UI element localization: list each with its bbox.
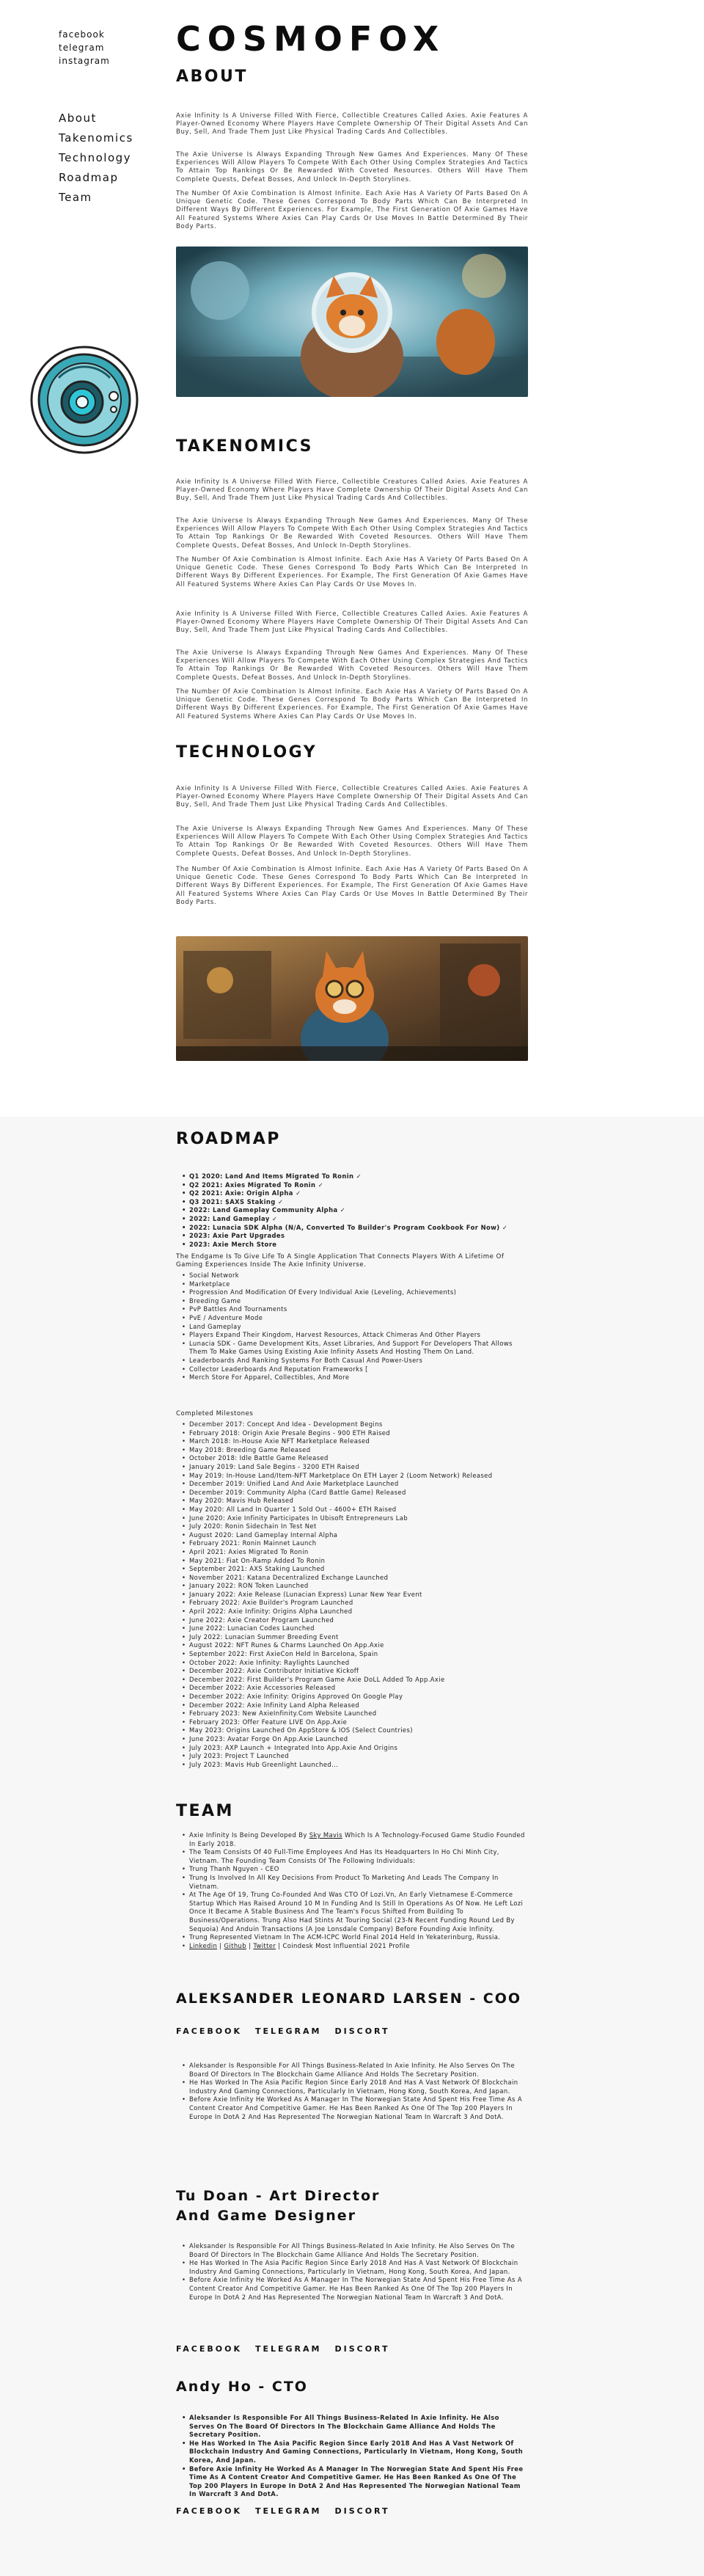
bio-item: • He Has Worked In The Asia Pacific Region Since Early 2018 And Has A Vast Network Of Blockchain Industry And Gaming Connections, Particularly In Vietnam, Hong Kong, South Korea, And Japan.	[182, 2079, 527, 2095]
completed-milestone: • March 2018: In-House Axie NFT Marketplace Released	[182, 1437, 527, 1446]
bio-item: • Before Axie Infinity He Worked As A Manager In The Norwegian State And Spent His Free Time As A Content Creator And Competitive Gamer. He Has Been Ranked As One Of The Top 200 Players In Europe In DotA 2 And Has Represented The Norwegian National Team In Warcraft 3 And DotA.	[182, 2095, 527, 2121]
roadmap-milestones	[182, 1172, 527, 1249]
nav-technology[interactable]: Technology	[59, 151, 132, 164]
completed-milestone: • May 2019: In-House Land/Item-NFT Marketplace On ETH Layer 2 (Loom Network) Released	[182, 1472, 527, 1481]
team-item: • The Team Consists Of 40 Full-Time Employees And Has Its Headquarters In Ho Chi Minh City, Vietnam. The Founding Team Consists Of The Following Individuals:	[182, 1848, 527, 1865]
feature-item: • Marketplace	[182, 1280, 527, 1289]
completed-milestone: • February 2023: Offer Feature LIVE On App.Axie	[182, 1718, 527, 1727]
nav-team[interactable]: Team	[59, 191, 92, 204]
discort-link[interactable]: DISCORT	[334, 2026, 390, 2036]
feature-item: • Progression And Modification Of Every Individual Axie (Leveling, Achievements)	[182, 1288, 527, 1297]
technology-paragraph-3: The Number Of Axie Combination Is Almost Infinite. Each Axie Has A Variety Of Parts Based On A Unique Genetic Code. These Genes Correspond To Body Parts Which Can Be Interpreted In Different Ways By Different Experiences. For Example, The First Generation Of Axie Games Have All Featured Systems Where Axies Can Play Cards Or Use Moves In Battle Determined By Their Body Parts.	[176, 866, 528, 906]
completed-milestone: • July 2023: Project T Launched	[182, 1752, 527, 1761]
person-bio	[182, 2242, 527, 2302]
completed-milestone: • October 2022: Axie Infinity: Raylights Launched	[182, 1659, 527, 1668]
completed-milestone: • May 2023: Origins Launched On AppStore & IOS (Select Countries)	[182, 1726, 527, 1735]
roadmap-heading: ROADMAP	[176, 1130, 281, 1148]
discort-link[interactable]: DISCORT	[334, 2506, 390, 2516]
completed-milestone: • February 2022: Axie Builder's Program Launched	[182, 1599, 527, 1608]
completed-milestone: • December 2022: Axie Contributor Initiative Kickoff	[182, 1667, 527, 1676]
social-facebook-link[interactable]: facebook	[59, 29, 105, 40]
social-instagram-link[interactable]: instagram	[59, 56, 110, 66]
completed-milestone: • September 2021: AXS Staking Launched	[182, 1565, 527, 1574]
facebook-link[interactable]: FACEBOOK	[176, 2506, 242, 2516]
completed-milestone: • June 2023: Avatar Forge On App.Axie Launched	[182, 1735, 527, 1744]
team-item: • Trung Represented Vietnam In The ACM-ICPC World Final 2014 Held In Yekaterinburg, Russia.	[182, 1933, 527, 1942]
fox-engineer-image	[176, 936, 528, 1061]
sky-mavis-link[interactable]: Sky Mavis	[309, 1831, 342, 1839]
feature-item: • Social Network	[182, 1271, 527, 1280]
feature-item: • Leaderboards And Ranking Systems For Both Casual And Power-Users	[182, 1357, 527, 1365]
person-bio	[182, 2414, 527, 2499]
team-intro-suffix: Which Is A Technology-Focused Game Studio Founded In Early 2018.	[189, 1831, 525, 1847]
bio-item: • Before Axie Infinity He Worked As A Manager In The Norwegian State And Spent His Free Time As A Content Creator And Competitive Gamer. He Has Been Ranked As One Of The Top 200 Players In Europe In DotA 2 And Has Represented The Norwegian National Team In Warcraft 3 And DotA.	[182, 2465, 527, 2499]
linkedin-link[interactable]: Linkedin	[189, 1941, 218, 1949]
facebook-link[interactable]: FACEBOOK	[176, 2344, 242, 2354]
nav-roadmap[interactable]: Roadmap	[59, 171, 119, 184]
completed-milestone: • July 2023: Mavis Hub Greenlight Launched...	[182, 1761, 527, 1770]
team-list	[182, 1831, 527, 1950]
completed-milestone: • May 2020: Mavis Hub Released	[182, 1497, 527, 1506]
person-name: ALEKSANDER LEONARD LARSEN - COO	[176, 1991, 522, 2007]
team-item: • Linkedin | Github | Twitter | Coindesk Most Influential 2021 Profile	[182, 1942, 527, 1951]
completed-milestone: • May 2021: Fiat On-Ramp Added To Ronin	[182, 1557, 527, 1566]
about-paragraph-3: The Number Of Axie Combination Is Almost Infinite. Each Axie Has A Variety Of Parts Based On A Unique Genetic Code. These Genes Correspond To Body Parts Which Can Be Interpreted In Different Ways By Different Experiences. For Example, The First Generation Of Axie Games Have All Featured Systems Where Axies Can Play Cards Or Use Moves In Battle Determined By Their Body Parts.	[176, 190, 528, 230]
takenomics-paragraph-2: The Axie Universe Is Always Expanding Through New Games And Experiences. Many Of These Experiences Will Allow Players To Compete With Each Other Using Complex Strategies And Tactics To Attain Top Rankings Or Be Rewarded With Coveted Resources. Others Will Have Them Complete Quests, Defeat Bosses, And Unlock In-Depth Storylines.	[176, 517, 528, 550]
completed-milestone: • December 2022: Axie Infinity Land Alpha Released	[182, 1701, 527, 1710]
person-social-links	[176, 2026, 403, 2036]
roadmap-milestone: • 2023: Axie Merch Store	[182, 1241, 527, 1249]
completed-milestone: • July 2023: AXP Launch + Integrated Into App.Axie And Origins	[182, 1744, 527, 1753]
person-name-line-1: Tu Doan - Art Director	[176, 2188, 381, 2204]
roadmap-milestone: • Q1 2020: Land And Items Migrated To Ronin ✓	[182, 1172, 527, 1181]
completed-milestone: • December 2019: Unified Land And Axie Marketplace Launched	[182, 1480, 527, 1489]
bio-item: • He Has Worked In The Asia Pacific Region Since Early 2018 And Has A Vast Network Of Blockchain Industry And Gaming Connections, Particularly In Vietnam, Hong Kong, South Korea, And Japan.	[182, 2440, 527, 2465]
technology-paragraph-2: The Axie Universe Is Always Expanding Through New Games And Experiences. Many Of These Experiences Will Allow Players To Compete With Each Other Using Complex Strategies And Tactics To Attain Top Rankings Or Be Rewarded With Coveted Resources. Others Will Have Them Complete Quests, Defeat Bosses, And Unlock In-Depth Storylines.	[176, 825, 528, 858]
completed-milestone: • June 2022: Axie Creator Program Launched	[182, 1616, 527, 1625]
team-item	[182, 1831, 527, 1848]
feature-item: • Merch Store For Apparel, Collectibles, And More	[182, 1373, 527, 1382]
bio-item: • Aleksander Is Responsible For All Things Business-Related In Axie Infinity. He Also Serves On The Board Of Directors In The Blockchain Game Alliance And Holds The Secretary Position.	[182, 2414, 527, 2440]
person-social-links	[176, 2344, 403, 2354]
completed-milestone: • May 2018: Breeding Game Released	[182, 1446, 527, 1455]
cosmofox-emblem-icon	[29, 345, 139, 455]
takenomics-paragraph-3: The Number Of Axie Combination Is Almost Infinite. Each Axie Has A Variety Of Parts Based On A Unique Genetic Code. These Genes Correspond To Body Parts Which Can Be Interpreted In Different Ways By Different Experiences. For Example, The First Generation Of Axie Games Have All Featured Systems Where Axies Can Play Cards Or Use Moves In.	[176, 556, 528, 588]
facebook-link[interactable]: FACEBOOK	[176, 2026, 242, 2036]
telegram-link[interactable]: TELEGRAM	[254, 2344, 322, 2354]
completed-milestones-list	[182, 1420, 527, 1769]
telegram-link[interactable]: TELEGRAM	[254, 2026, 322, 2036]
team-item: • Trung Is Involved In All Key Decisions From Product To Marketing And Leads The Company In Vietnam.	[182, 1874, 527, 1891]
person-name: Andy Ho - CTO	[176, 2379, 308, 2395]
completed-milestone: • December 2022: Axie Infinity: Origins Approved On Google Play	[182, 1693, 527, 1701]
technology-paragraph-1: Axie Infinity Is A Universe Filled With Fierce, Collectible Creatures Called Axies. Axie Features A Player-Owned Economy Where Players Have Complete Ownership Of Their Digital Assets And Can Buy, Sell, And Trade Them Just Like Physical Trading Cards And Collectibles.	[176, 785, 528, 809]
github-link[interactable]: Github	[224, 1941, 246, 1949]
completed-milestone: • August 2022: NFT Runes & Charms Launched On App.Axie	[182, 1641, 527, 1650]
completed-milestone: • January 2022: Axie Release (Lunacian Express) Lunar New Year Event	[182, 1591, 527, 1599]
completed-milestone: • December 2017: Concept And Idea - Development Begins	[182, 1420, 527, 1429]
completed-milestone: • May 2020: All Land In Quarter 1 Sold Out - 4600+ ETH Raised	[182, 1506, 527, 1514]
team-item: • Trung Thanh Nguyen - CEO	[182, 1865, 527, 1874]
completed-milestone: • July 2020: Ronin Sidechain In Test Net	[182, 1522, 527, 1531]
roadmap-milestone: • Q2 2021: Axie: Origin Alpha ✓	[182, 1189, 527, 1198]
completed-milestone: • December 2022: Axie Accessories Released	[182, 1684, 527, 1693]
social-telegram-link[interactable]: telegram	[59, 43, 105, 53]
completed-milestone: • September 2022: First AxieCon Held In Barcelona, Spain	[182, 1650, 527, 1659]
completed-milestones-label: Completed Milestones	[176, 1410, 254, 1417]
takenomics-paragraph-4: Axie Infinity Is A Universe Filled With Fierce, Collectible Creatures Called Axies. Axie Features A Player-Owned Economy Where Players Have Complete Ownership Of Their Digital Assets And Can Buy, Sell, And Trade Them Just Like Physical Trading Cards And Collectibles.	[176, 610, 528, 635]
completed-milestone: • January 2019: Land Sale Begins - 3200 ETH Raised	[182, 1463, 527, 1472]
completed-milestone: • December 2022: First Builder's Program Game Axie DoLL Added To App.Axie	[182, 1676, 527, 1685]
roadmap-milestone: • 2023: Axie Part Upgrades	[182, 1232, 527, 1241]
completed-milestone: • December 2019: Community Alpha (Card Battle Game) Released	[182, 1489, 527, 1497]
social-links	[59, 28, 110, 67]
bio-item: • Aleksander Is Responsible For All Things Business-Related In Axie Infinity. He Also Serves On The Board Of Directors In The Blockchain Game Alliance And Holds The Secretary Position.	[182, 2062, 527, 2079]
twitter-link[interactable]: Twitter	[253, 1941, 276, 1949]
bio-item: • Before Axie Infinity He Worked As A Manager In The Norwegian State And Spent His Free Time As A Content Creator And Competitive Gamer. He Has Been Ranked As One Of The Top 200 Players In Europe In DotA 2 And Has Represented The Norwegian National Team In Warcraft 3 And DotA.	[182, 2276, 527, 2302]
completed-milestone: • June 2020: Axie Infinity Participates In Ubisoft Entrepreneurs Lab	[182, 1514, 527, 1523]
about-heading: ABOUT	[176, 67, 248, 86]
team-intro: Axie Infinity Is Being Developed By	[189, 1831, 307, 1839]
feature-item: • PvE / Adventure Mode	[182, 1314, 527, 1323]
nav-takenomics[interactable]: Takenomics	[59, 131, 133, 145]
completed-milestone: • February 2018: Origin Axie Presale Begins - 900 ETH Raised	[182, 1429, 527, 1438]
feature-item: • PvP Battles And Tournaments	[182, 1305, 527, 1314]
site-logo[interactable]: COSMOFOX	[176, 19, 446, 59]
roadmap-features	[182, 1271, 527, 1382]
feature-item: • Lunacia SDK - Game Development Kits, Asset Libraries, And Support For Developers That Allows Them To Make Games Using Existing Axie Infinity Assets And Hosting Them On Land.	[182, 1340, 527, 1357]
takenomics-paragraph-5: The Axie Universe Is Always Expanding Through New Games And Experiences. Many Of These Experiences Will Allow Players To Compete With Each Other Using Complex Strategies And Tactics To Attain Top Rankings Or Be Rewarded With Coveted Resources. Others Will Have Them Complete Quests, Defeat Bosses, And Unlock In-Depth Storylines.	[176, 649, 528, 682]
fox-astronaut-image	[176, 247, 528, 397]
feature-item: • Breeding Game	[182, 1297, 527, 1306]
completed-milestone: • February 2021: Ronin Mainnet Launch	[182, 1539, 527, 1548]
person-name-line-2: And Game Designer	[176, 2208, 357, 2224]
roadmap-milestone: • 2022: Land Gameplay ✓	[182, 1215, 527, 1224]
telegram-link[interactable]: TELEGRAM	[254, 2506, 322, 2516]
roadmap-milestone: • Q2 2021: Axies Migrated To Ronin ✓	[182, 1181, 527, 1190]
coindesk-text: Coindesk Most Influential 2021 Profile	[282, 1941, 410, 1949]
technology-heading: TECHNOLOGY	[176, 743, 318, 762]
person-social-links	[176, 2506, 403, 2516]
takenomics-paragraph-1: Axie Infinity Is A Universe Filled With Fierce, Collectible Creatures Called Axies. Axie Features A Player-Owned Economy Where Players Have Complete Ownership Of Their Digital Assets And Can Buy, Sell, And Trade Them Just Like Physical Trading Cards And Collectibles.	[176, 478, 528, 503]
bio-item: • He Has Worked In The Asia Pacific Region Since Early 2018 And Has A Vast Network Of Blockchain Industry And Gaming Connections, Particularly In Vietnam, Hong Kong, South Korea, And Japan.	[182, 2259, 527, 2276]
completed-milestone: • July 2022: Lunacian Summer Breeding Event	[182, 1633, 527, 1642]
feature-item: • Players Expand Their Kingdom, Harvest Resources, Attack Chimeras And Other Players	[182, 1331, 527, 1340]
completed-milestone: • April 2021: Axies Migrated To Ronin	[182, 1548, 527, 1557]
feature-item: • Land Gameplay	[182, 1323, 527, 1332]
completed-milestone: • June 2022: Lunacian Codes Launched	[182, 1624, 527, 1633]
roadmap-milestone: • 2022: Land Gameplay Community Alpha ✓	[182, 1206, 527, 1215]
person-name	[176, 2186, 380, 2226]
completed-milestone: • October 2018: Idle Battle Game Released	[182, 1454, 527, 1463]
completed-milestone: • August 2020: Land Gameplay Internal Alpha	[182, 1531, 527, 1540]
completed-milestone: • January 2022: RON Token Launched	[182, 1582, 527, 1591]
main-nav	[59, 109, 133, 208]
takenomics-heading: TAKENOMICS	[176, 437, 313, 456]
bio-item: • Aleksander Is Responsible For All Things Business-Related In Axie Infinity. He Also Serves On The Board Of Directors In The Blockchain Game Alliance And Holds The Secretary Position.	[182, 2242, 527, 2259]
team-item: • At The Age Of 19, Trung Co-Founded And Was CTO Of Lozi.Vn, An Early Vietnamese E-Commerce Startup Which Has Raised Around 10 M In Funding And Is Still In Operations As Of Now. He Left Lozi Once It Became A Stable Business And The Team's Focus Shifted From Building To Business/Operations. Trung Also Had Stints At Touring Social (23-N Recent Funding Round Led By Sequoia) And Anduin Transactions (A Joe Lonsdale Company) Before Founding Axie Infinity.	[182, 1891, 527, 1933]
completed-milestone: • April 2022: Axie Infinity: Origins Alpha Launched	[182, 1608, 527, 1616]
roadmap-milestone: • Q3 2021: $AXS Staking ✓	[182, 1198, 527, 1207]
about-paragraph-2: The Axie Universe Is Always Expanding Through New Games And Experiences. Many Of These Experiences Will Allow Players To Compete With Each Other Using Complex Strategies And Tactics To Attain Top Rankings Or Be Rewarded With Coveted Resources. Others Will Have Them Complete Quests, Defeat Bosses, And Unlock In-Depth Storylines.	[176, 151, 528, 183]
completed-milestone: • February 2023: New AxieInfinity.Com Website Launched	[182, 1710, 527, 1718]
completed-milestone: • November 2021: Katana Decentralized Exchange Launched	[182, 1574, 527, 1583]
roadmap-endgame-text: The Endgame Is To Give Life To A Single Application That Connects Players With A Lifetime Of Gaming Experiences Inside The Axie Infinity Universe.	[176, 1253, 505, 1269]
feature-item: • Collector Leaderboards And Reputation Frameworks [	[182, 1365, 527, 1374]
team-heading: TEAM	[176, 1802, 234, 1820]
roadmap-milestone: • 2022: Lunacia SDK Alpha (N/A, Converted To Builder's Program Cookbook For Now) ✓	[182, 1224, 527, 1233]
nav-about[interactable]: About	[59, 112, 97, 125]
discort-link[interactable]: DISCORT	[334, 2344, 390, 2354]
person-bio	[182, 2062, 527, 2121]
about-paragraph-1: Axie Infinity Is A Universe Filled With Fierce, Collectible Creatures Called Axies. Axie Features A Player-Owned Economy Where Players Have Complete Ownership Of Their Digital Assets And Can Buy, Sell, And Trade Them Just Like Physical Trading Cards And Collectibles.	[176, 112, 528, 136]
takenomics-paragraph-6: The Number Of Axie Combination Is Almost Infinite. Each Axie Has A Variety Of Parts Based On A Unique Genetic Code. These Genes Correspond To Body Parts Which Can Be Interpreted In Different Ways By Different Experiences. For Example, The First Generation Of Axie Games Have All Featured Systems Where Axies Can Play Cards Or Use Moves In.	[176, 688, 528, 720]
